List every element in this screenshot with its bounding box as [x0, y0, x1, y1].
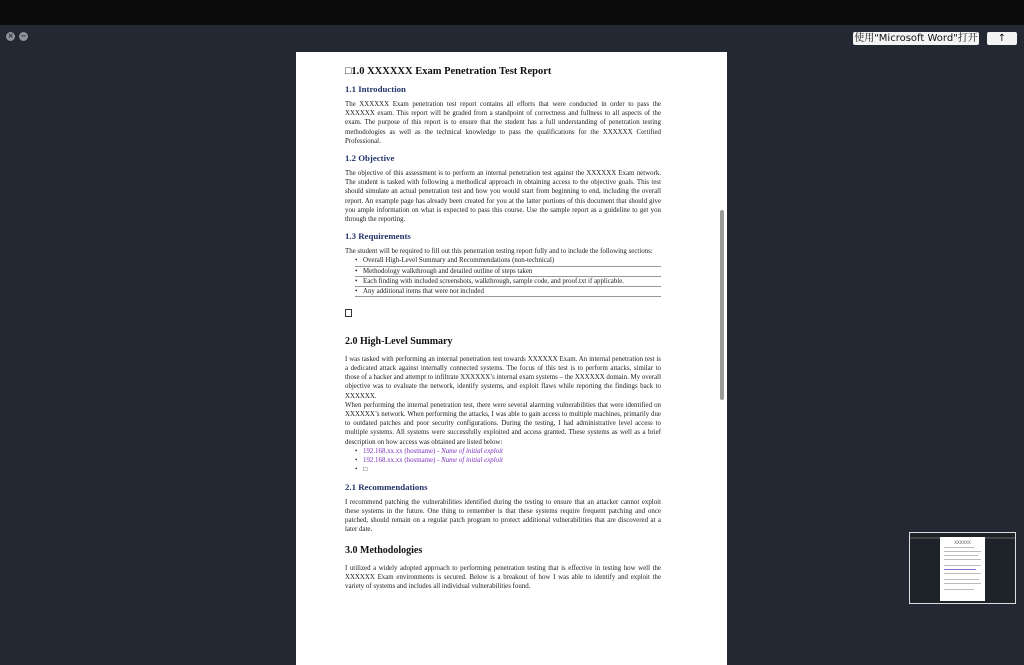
host-exploit: Name of initial exploit — [441, 447, 503, 455]
empty-placeholder-box — [345, 297, 661, 326]
close-icon[interactable]: × — [7, 32, 14, 40]
list-item: • Any additional items that were not included — [355, 287, 661, 297]
intro-heading: 1.1 Introduction — [345, 84, 406, 94]
objective-text: The objective of this assessment is to perform an internal penetration test against the XXXXXX Exam network. The student is tasked with following a methodical approach in obtaining access to the objective goals. This test should simulate an actual penetration test and how you would start from beginning to end, including the overall report. An example page has already been created for you at the latter portions of this document that should give you ample information on what is expected to pass this course. Use the sample report as a guideline to get you through the reporting. — [345, 170, 661, 224]
host-address: 192.168.xx.xx (hostname) — [363, 457, 436, 465]
objective-heading: 1.2 Objective — [345, 153, 395, 164]
share-icon: ↑ — [997, 33, 1007, 44]
open-with-word-button[interactable]: 使用"Microsoft Word"打开 — [854, 33, 978, 44]
summary-heading: 2.0 High-Level Summary — [345, 335, 453, 347]
thumbnail-page — [940, 537, 985, 601]
host-address: 192.168.xx.xx (hostname) — [363, 447, 436, 455]
hosts-list — [345, 447, 661, 475]
document-title: □1.0 XXXXXX Exam Penetration Test Report — [345, 66, 552, 77]
page-thumbnail[interactable] — [909, 532, 1016, 604]
thumbnail-label: XXXXXX — [954, 540, 971, 545]
requirements-text: The student will be required to fill out this penetration testing report fully and to include the following sections: — [345, 248, 653, 256]
recommendations-text: I recommend patching the vulnerabilities identified during the testing to ensure that an attacker cannot exploit these systems in the future. One thing to remember is that these systems require frequent patching and once patched, should remain on a regular patch program to protect additional vulnerabilities that are discovered at a later date. — [345, 498, 661, 534]
requirements-list — [345, 256, 661, 296]
empty-bullet: • □ — [355, 465, 661, 474]
list-item: • Methodology walkthrough and detailed outline of steps taken — [355, 267, 661, 277]
host-separator: - — [435, 457, 442, 465]
minimize-icon[interactable]: − — [20, 32, 27, 40]
methodologies-heading: 3.0 Methodologies — [345, 544, 423, 556]
intro-text: The XXXXXX Exam penetration test report contains all efforts that were conducted in order to pass the XXXXXX exam. This report will be graded from a standpoint of correctness and fullness to all aspects of the exam. The purpose of this report is to ensure that the student has a full understanding of penetration testing methodologies as well as the technical knowledge to pass the qualifications for the XXXXXX Certified Professional. — [345, 101, 661, 145]
list-item: • Overall High-Level Summary and Recommendations (non-technical) — [355, 256, 661, 266]
recommendations-heading: 2.1 Recommendations — [345, 481, 428, 492]
host-exploit: Name of initial exploit — [441, 457, 503, 465]
top-black-bar — [0, 0, 1024, 25]
host-item[interactable] — [355, 456, 661, 465]
host-item[interactable] — [355, 447, 661, 456]
summary-text-2: When performing the internal penetration test, there were several alarming vulnerabilities that were identified on XXXXXX’s network. When performing the attacks, I was able to gain access to multiple machines, primarily due to outdated patches and poor security configurations. During the testing, I had administrative level access to multiple systems. All systems were successfully exploited and access granted. These systems as well as a brief description on how access was obtained are listed below: — [345, 401, 661, 446]
requirements-heading: 1.3 Requirements — [345, 231, 411, 242]
list-item: • Each finding with included screenshots, walkthrough, sample code, and proof.txt if applicable. — [355, 277, 661, 287]
document-page — [296, 52, 727, 665]
share-button[interactable] — [987, 32, 1017, 45]
host-separator: - — [435, 447, 442, 455]
summary-text-1: I was tasked with performing an internal penetration test towards XXXXXX Exam. An internal penetration test is a dedicated attack against internally connected systems. The focus of this test is to perform attacks, similar to those of a hacker and attempt to infiltrate XXXXXX’s internal exam systems – the XXXXXX domain. My overall objective was to evaluate the network, identify systems, and exploit flaws while reporting the findings back to XXXXXX. — [345, 355, 661, 400]
vertical-scrollbar[interactable] — [720, 210, 724, 400]
methodologies-text: I utilized a widely adopted approach to performing penetration testing that is effective in testing how well the XXXXXX Exam environments is secured. Below is a breakout of how I was able to identify and exploit the variety of systems and includes all individual vulnerabilities found. — [345, 564, 661, 590]
